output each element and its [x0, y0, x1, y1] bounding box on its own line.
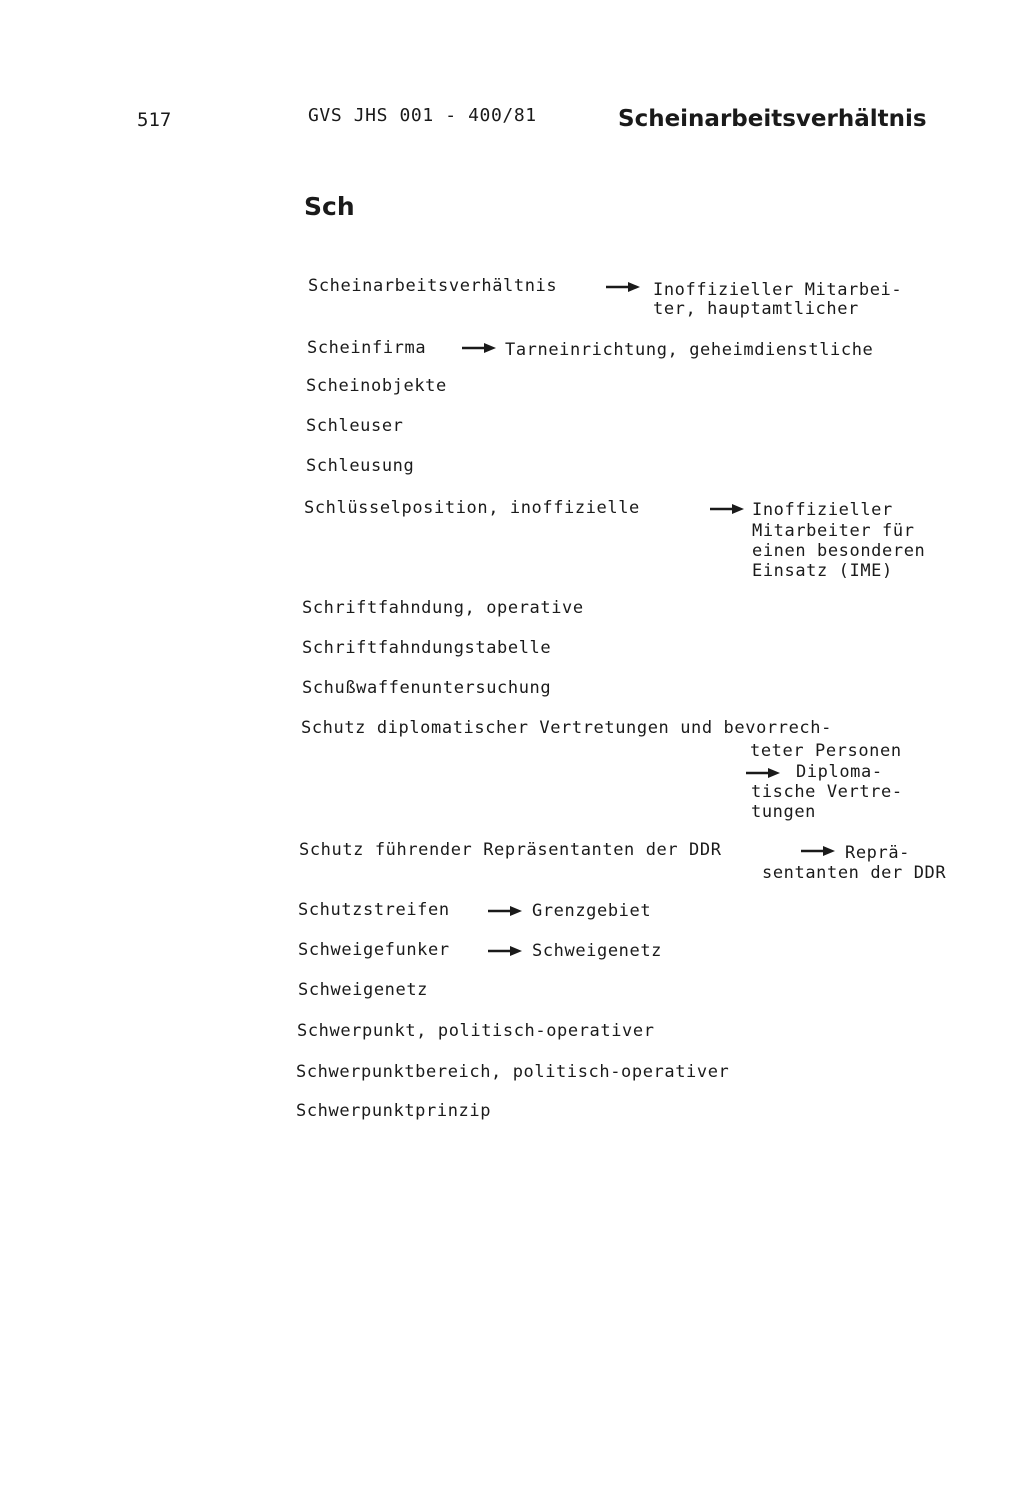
arrow-right-icon — [710, 503, 744, 515]
entry-term: Schlüsselposition, inoffizielle — [304, 498, 640, 518]
arrow-right-icon — [606, 281, 640, 293]
entry-term: teter Personen — [750, 741, 902, 761]
entry-term: Scheinobjekte — [306, 376, 447, 396]
entry-term: Schutzstreifen — [298, 900, 450, 920]
entry-term: Schutz führender Repräsentanten der DDR — [299, 840, 722, 860]
entry-term: Schriftfahndung, operative — [302, 598, 584, 618]
page-number: 517 — [137, 109, 172, 131]
entry-reference: Reprä- — [845, 843, 911, 863]
arrow-right-icon — [746, 767, 780, 779]
arrow-right-icon — [488, 945, 522, 957]
section-heading: Sch — [304, 192, 355, 221]
entry-reference: Mitarbeiter für — [752, 521, 915, 541]
entry-term: Scheinarbeitsverhältnis — [308, 276, 558, 296]
arrow-right-icon — [488, 905, 522, 917]
entry-term: Schußwaffenuntersuchung — [302, 678, 552, 698]
entry-reference: Grenzgebiet — [532, 901, 652, 921]
entry-reference: ter, hauptamtlicher — [653, 299, 859, 319]
entry-term: Schwerpunkt, politisch-operativer — [297, 1021, 655, 1041]
entry-term: Schwerpunktprinzip — [296, 1101, 492, 1121]
entry-term: Schutz diplomatischer Vertretungen und bevorrech- — [301, 718, 832, 738]
entry-term: Schweigefunker — [298, 940, 450, 960]
arrow-right-icon — [462, 342, 496, 354]
arrow-right-icon — [801, 845, 835, 857]
entry-reference: Einsatz (IME) — [752, 561, 893, 581]
entry-reference: Diploma- — [796, 762, 883, 782]
entry-term: Schwerpunktbereich, politisch-operativer — [296, 1062, 730, 1082]
entry-reference: einen besonderen — [752, 541, 926, 561]
entry-term: Schleusung — [306, 456, 415, 476]
header-keyword: Scheinarbeitsverhältnis — [618, 106, 927, 132]
entry-reference: sentanten der DDR — [762, 863, 947, 883]
entry-reference: tungen — [751, 802, 817, 822]
entry-reference: tische Vertre- — [751, 782, 903, 802]
entry-term: Schleuser — [306, 416, 404, 436]
entry-term: Schweigenetz — [298, 980, 429, 1000]
document-code: GVS JHS 001 - 400/81 — [308, 105, 537, 126]
entry-term: Schriftfahndungstabelle — [302, 638, 552, 658]
entry-reference: Schweigenetz — [532, 941, 663, 961]
entry-reference: Inoffizieller — [752, 500, 893, 520]
entry-reference: Inoffizieller Mitarbei- — [653, 280, 903, 300]
entry-reference: Tarneinrichtung, geheimdienstliche — [505, 340, 874, 360]
entry-term: Scheinfirma — [307, 338, 427, 358]
